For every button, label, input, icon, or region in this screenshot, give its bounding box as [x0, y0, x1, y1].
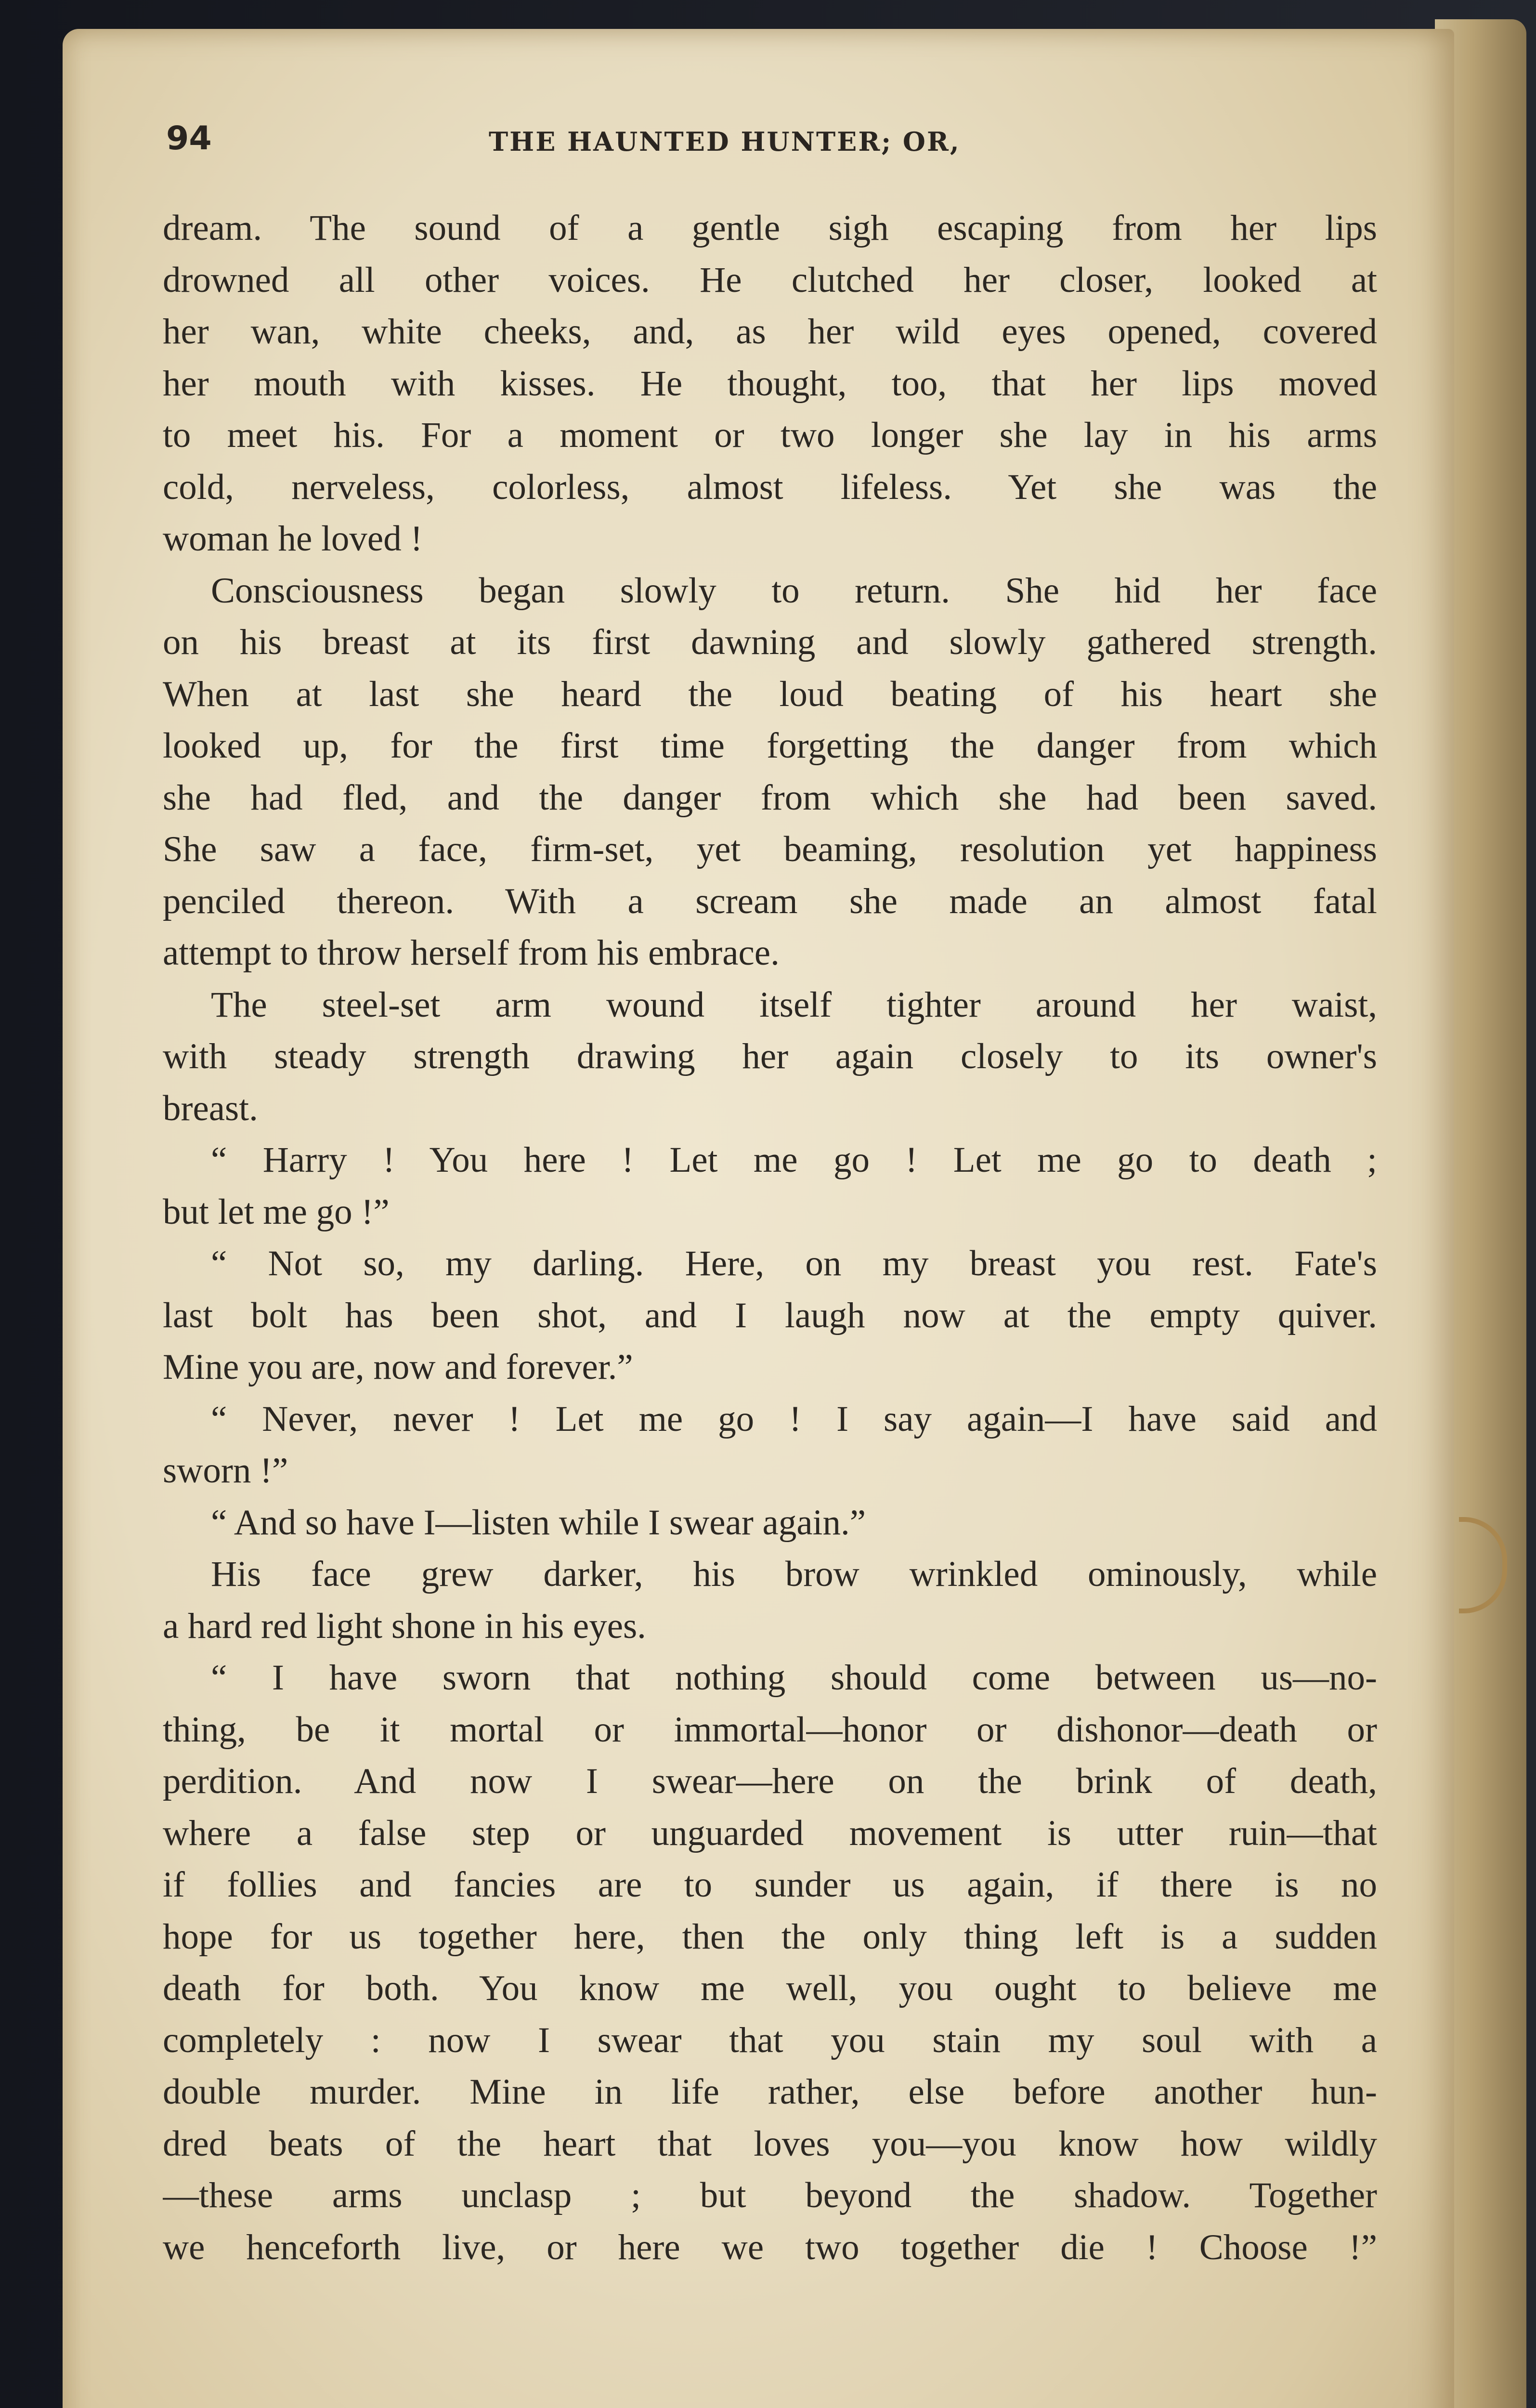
- text-line: to meet his. For a moment or two longer she lay in his arms: [163, 415, 1377, 455]
- text-line: her mouth with kisses. He thought, too, that her lips moved: [163, 363, 1377, 404]
- text-line: “ Not so, my darling. Here, on my breast you rest. Fate's: [211, 1243, 1377, 1283]
- text-line: “ Harry ! You here ! Let me go ! Let me go to death ;: [211, 1140, 1377, 1180]
- text-line: “ And so have I—listen while I swear again.”: [211, 1502, 866, 1543]
- text-line: dream. The sound of a gentle sigh escaping from her lips: [163, 208, 1377, 248]
- text-line: breast.: [163, 1088, 258, 1128]
- text-line: “ Never, never ! Let me go ! I say again—I have said and: [211, 1399, 1377, 1439]
- running-head: [166, 119, 1370, 163]
- text-line: where a false step or unguarded movement is utter ruin—that: [163, 1813, 1377, 1853]
- text-line: Mine you are, now and forever.”: [163, 1347, 633, 1387]
- running-title: THE HAUNTED HUNTER; OR,: [489, 126, 961, 157]
- text-line: His face grew darker, his brow wrinkled ominously, while: [211, 1554, 1377, 1594]
- text-line: attempt to throw herself from his embrace.: [163, 933, 780, 973]
- text-line: her wan, white cheeks, and, as her wild eyes opened, covered: [163, 312, 1377, 352]
- text-line: Consciousness began slowly to return. She hid her face: [211, 570, 1377, 611]
- text-line: penciled thereon. With a scream she made an almost fatal: [163, 881, 1377, 921]
- text-line: death for both. You know me well, you ought to believe me: [163, 1968, 1377, 2008]
- text-line: “ I have sworn that nothing should come between us—no-: [211, 1658, 1377, 1698]
- text-line: double murder. Mine in life rather, else before another hun-: [163, 2072, 1377, 2112]
- page-number: 94: [166, 119, 212, 157]
- text-line: on his breast at its first dawning and slowly gathered strength.: [163, 622, 1377, 662]
- text-line: if follies and fancies are to sunder us again, if there is no: [163, 1865, 1377, 1905]
- text-line: woman he loved !: [163, 519, 423, 559]
- text-line: —these arms unclasp ; but beyond the shadow. Together: [163, 2175, 1377, 2215]
- text-line: She saw a face, firm-set, yet beaming, resolution yet happiness: [163, 829, 1377, 869]
- body-text: [163, 202, 1377, 2312]
- text-line: cold, nerveless, colorless, almost lifeless. Yet she was the: [163, 467, 1377, 507]
- text-line: perdition. And now I swear—here on the brink of death,: [163, 1761, 1377, 1801]
- text-line: completely : now I swear that you stain my soul with a: [163, 2020, 1377, 2060]
- text-line: sworn !”: [163, 1451, 288, 1491]
- text-line: drowned all other voices. He clutched her closer, looked at: [163, 260, 1377, 300]
- text-line: a hard red light shone in his eyes.: [163, 1606, 646, 1646]
- text-line: we henceforth live, or here we two together die ! Choose !”: [163, 2227, 1377, 2267]
- text-line: with steady strength drawing her again closely to its owner's: [163, 1036, 1377, 1076]
- text-line: she had fled, and the danger from which she had been saved.: [163, 777, 1377, 818]
- text-line: last bolt has been shot, and I laugh now at the empty quiver.: [163, 1295, 1377, 1335]
- text-line: but let me go !”: [163, 1191, 390, 1232]
- text-line: When at last she heard the loud beating of his heart she: [163, 674, 1377, 714]
- text-line: thing, be it mortal or immortal—honor or dishonor—death or: [163, 1709, 1377, 1750]
- text-line: hope for us together here, then the only thing left is a sudden: [163, 1916, 1377, 1957]
- text-line: The steel-set arm wound itself tighter around her waist,: [211, 984, 1377, 1025]
- text-line: looked up, for the first time forgetting the danger from which: [163, 726, 1377, 766]
- text-line: dred beats of the heart that loves you—you know how wildly: [163, 2123, 1377, 2164]
